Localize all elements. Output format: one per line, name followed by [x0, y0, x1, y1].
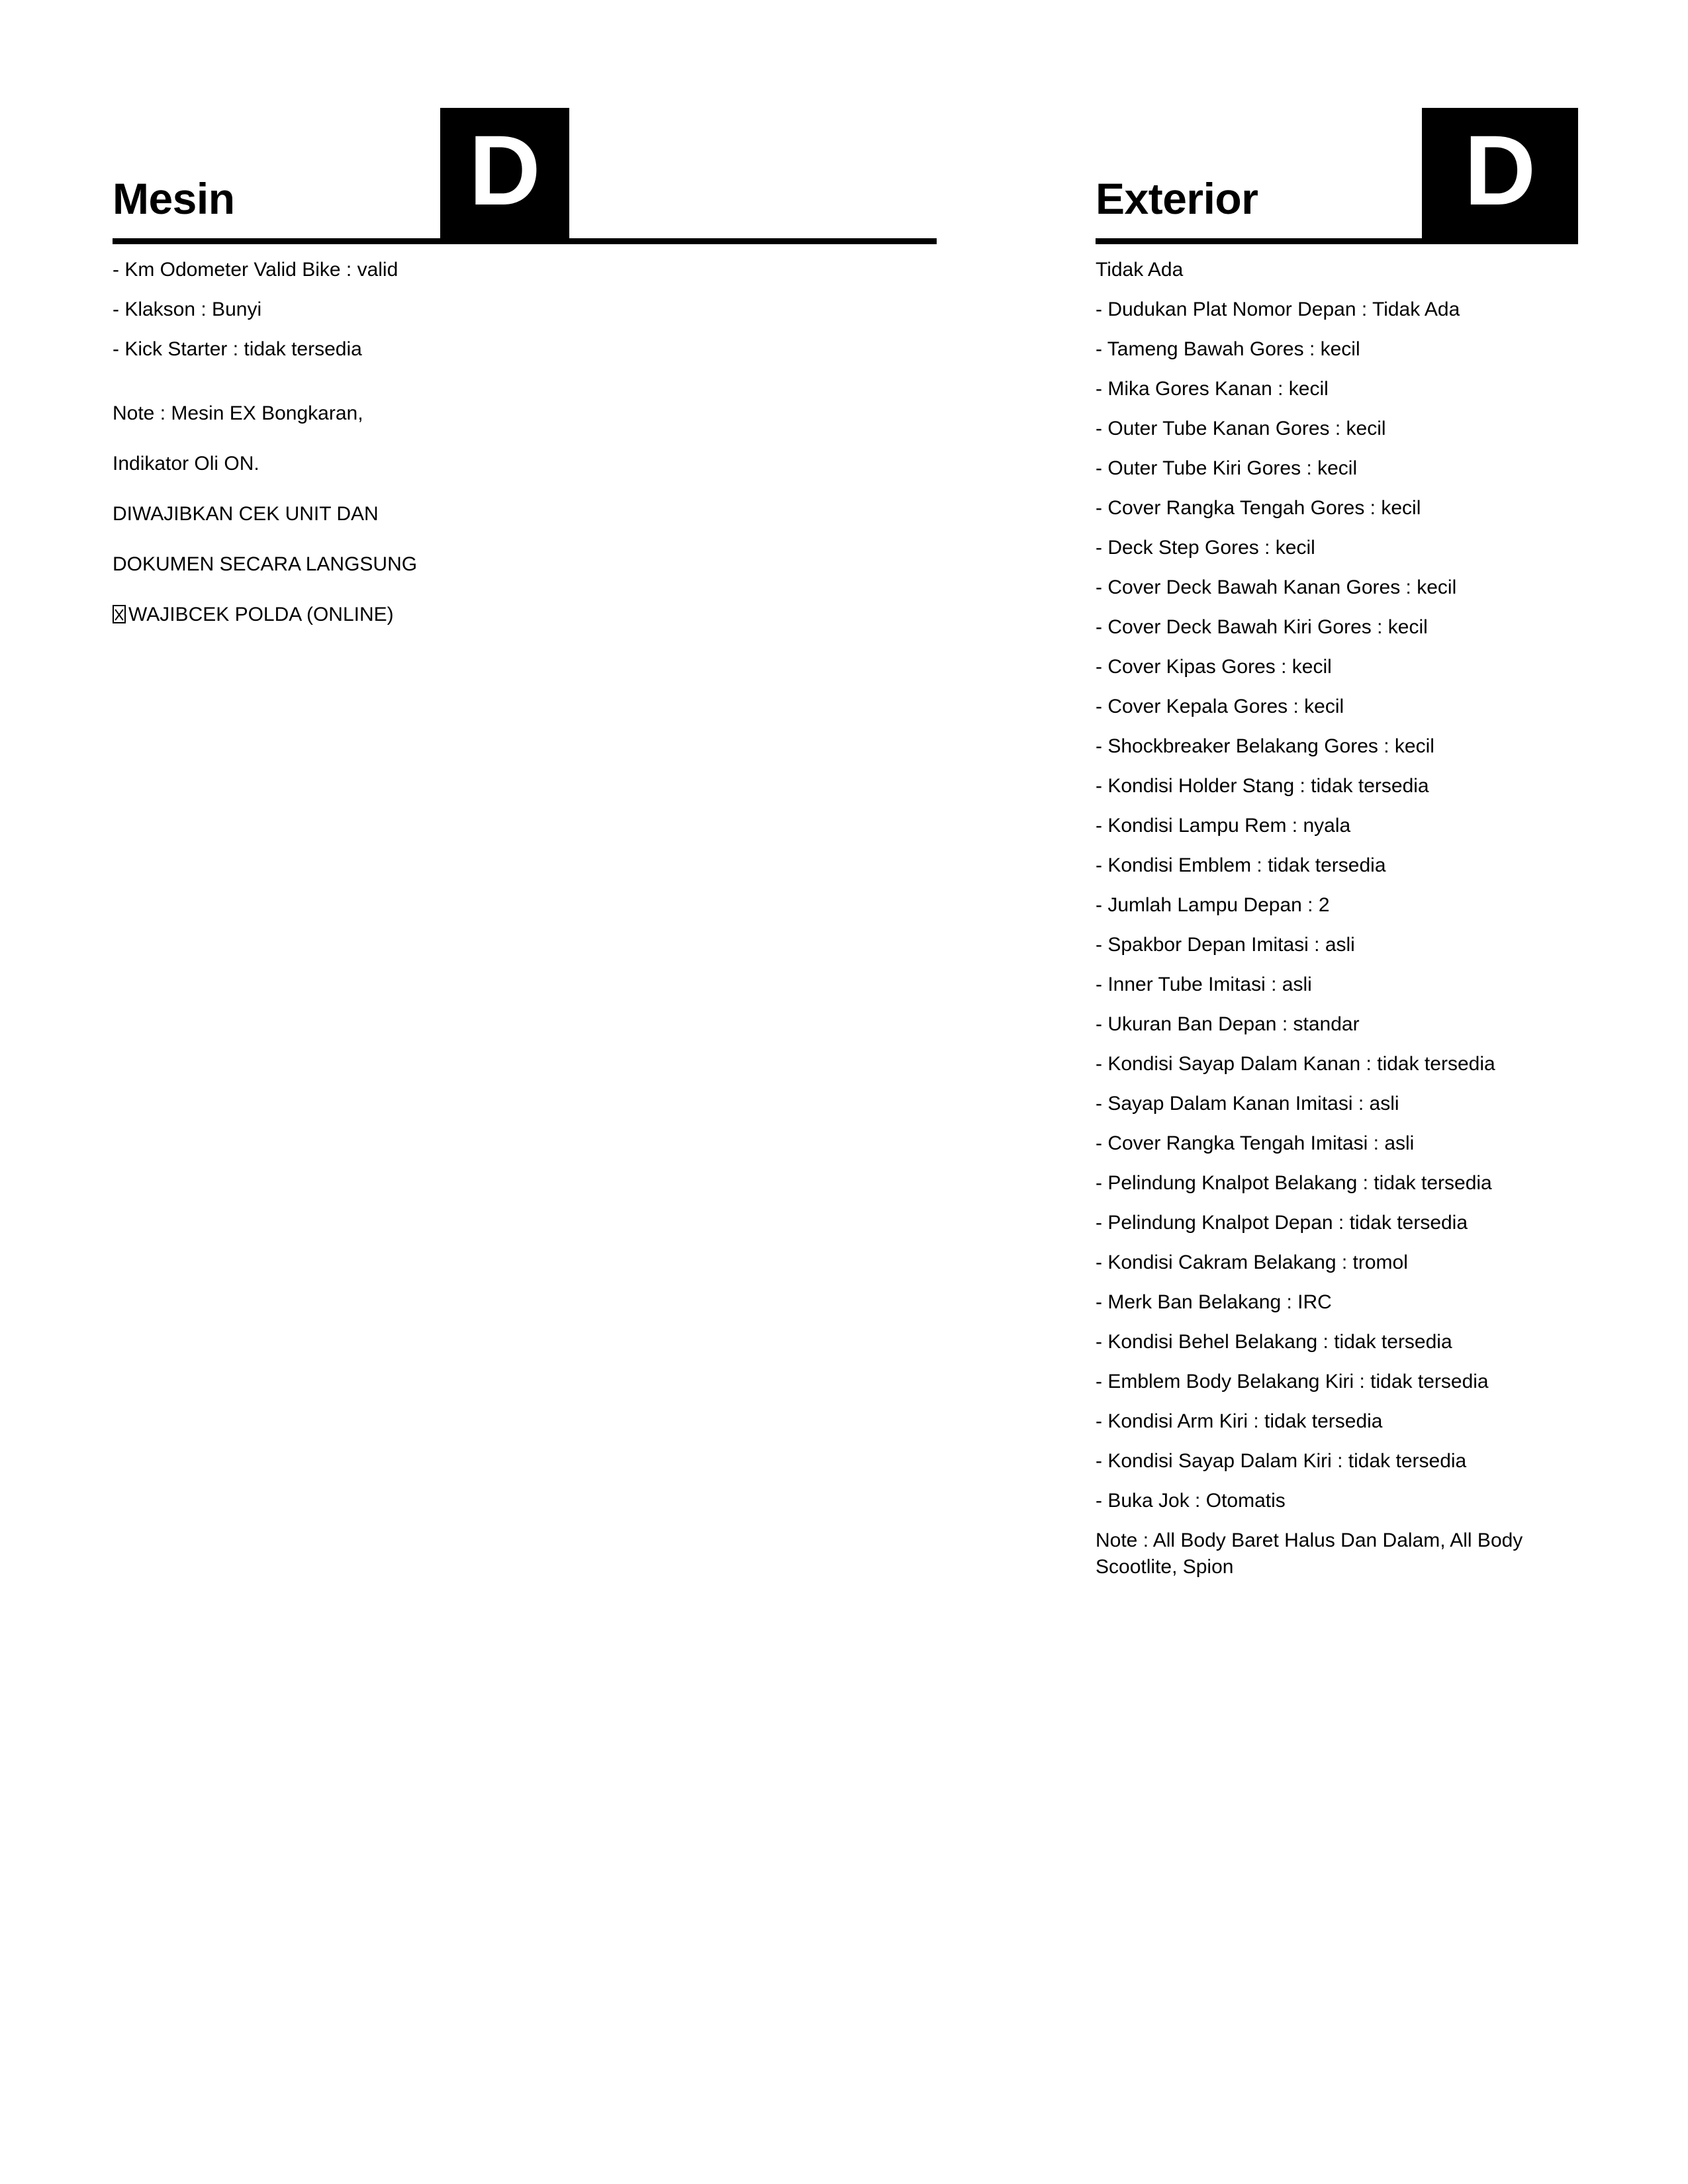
- list-item: - Kondisi Arm Kiri : tidak tersedia: [1096, 1410, 1383, 1432]
- note-block-mesin: [113, 376, 874, 627]
- list-item: - Cover Rangka Tengah Gores : kecil: [1096, 497, 1421, 519]
- list-item: - Kondisi Sayap Dalam Kanan : tidak tersedia: [1096, 1053, 1495, 1075]
- list-item: - Inner Tube Imitasi : asli: [1096, 974, 1312, 995]
- list-item: - Shockbreaker Belakang Gores : kecil: [1096, 735, 1434, 757]
- note-line-suffix: CEK POLDA (ONLINE): [188, 604, 394, 625]
- list-item: - Kondisi Sayap Dalam Kiri : tidak tersedia: [1096, 1450, 1467, 1472]
- note-line: DIWAJIBKAN CEK UNIT DAN: [113, 503, 379, 525]
- list-item: - Kondisi Holder Stang : tidak tersedia: [1096, 775, 1429, 797]
- list-item: - Outer Tube Kiri Gores : kecil: [1096, 457, 1358, 479]
- note-line: Note : Mesin EX Bongkaran,: [113, 402, 363, 424]
- list-item: Tidak Ada: [1096, 259, 1184, 281]
- list-item: - Outer Tube Kanan Gores : kecil: [1096, 418, 1386, 439]
- list-item: - Jumlah Lampu Depan : 2: [1096, 894, 1330, 916]
- list-item: - Mika Gores Kanan : kecil: [1096, 378, 1329, 400]
- list-item: - Tameng Bawah Gores : kecil: [1096, 338, 1360, 360]
- list-item: - Cover Kipas Gores : kecil: [1096, 656, 1332, 678]
- section-body-exterior: [1096, 244, 1578, 1580]
- list-item: - Cover Rangka Tengah Imitasi : asli: [1096, 1132, 1415, 1154]
- list-item: - Klakson : Bunyi: [113, 298, 262, 320]
- note-line: Indikator Oli ON.: [113, 453, 259, 475]
- note-line: DOKUMEN SECARA LANGSUNG: [113, 553, 418, 575]
- note-block-exterior: Note : All Body Baret Halus Dan Dalam, All Body Scootlite, Spion: [1096, 1529, 1523, 1578]
- list-item: - Kondisi Emblem : tidak tersedia: [1096, 854, 1386, 876]
- list-item: - Merk Ban Belakang : IRC: [1096, 1291, 1332, 1313]
- list-item: - Pelindung Knalpot Belakang : tidak tersedia: [1096, 1172, 1492, 1194]
- list-item: - Emblem Body Belakang Kiri : tidak tersedia: [1096, 1371, 1489, 1392]
- section-body-mesin: [113, 244, 937, 627]
- list-item: - Cover Deck Bawah Kiri Gores : kecil: [1096, 616, 1428, 638]
- section-title-mesin: Mesin: [113, 174, 235, 223]
- list-item: - Pelindung Knalpot Depan : tidak tersedia: [1096, 1212, 1468, 1234]
- list-item: - Buka Jok : Otomatis: [1096, 1490, 1286, 1512]
- section-title-exterior: Exterior: [1096, 174, 1258, 223]
- list-item: - Kondisi Behel Belakang : tidak tersedia: [1096, 1331, 1452, 1353]
- list-item: - Kondisi Cakram Belakang : tromol: [1096, 1251, 1408, 1273]
- list-item: - Dudukan Plat Nomor Depan : Tidak Ada: [1096, 298, 1460, 320]
- section-mesin: [113, 0, 937, 627]
- list-item: - Cover Deck Bawah Kanan Gores : kecil: [1096, 576, 1457, 598]
- list-item: - Sayap Dalam Kanan Imitasi : asli: [1096, 1093, 1399, 1115]
- section-rule-exterior: [1096, 238, 1578, 244]
- list-item: - Km Odometer Valid Bike : valid: [113, 259, 399, 281]
- list-item: - Spakbor Depan Imitasi : asli: [1096, 934, 1355, 956]
- list-item: - Kondisi Lampu Rem : nyala: [1096, 815, 1351, 837]
- section-rule-mesin: [113, 238, 937, 244]
- missing-glyph-box-icon: [113, 605, 126, 623]
- grade-badge-mesin: D: [440, 108, 569, 244]
- note-line-prefix: WAJIB: [128, 604, 189, 625]
- grade-badge-exterior: D: [1422, 108, 1578, 244]
- list-item: - Cover Kepala Gores : kecil: [1096, 696, 1344, 717]
- list-item: - Kick Starter : tidak tersedia: [113, 338, 362, 360]
- section-header-exterior: [1096, 0, 1578, 244]
- list-item: - Ukuran Ban Depan : standar: [1096, 1013, 1360, 1035]
- list-item: - Deck Step Gores : kecil: [1096, 537, 1315, 559]
- section-header-mesin: [113, 0, 937, 244]
- section-exterior: [1096, 0, 1578, 1580]
